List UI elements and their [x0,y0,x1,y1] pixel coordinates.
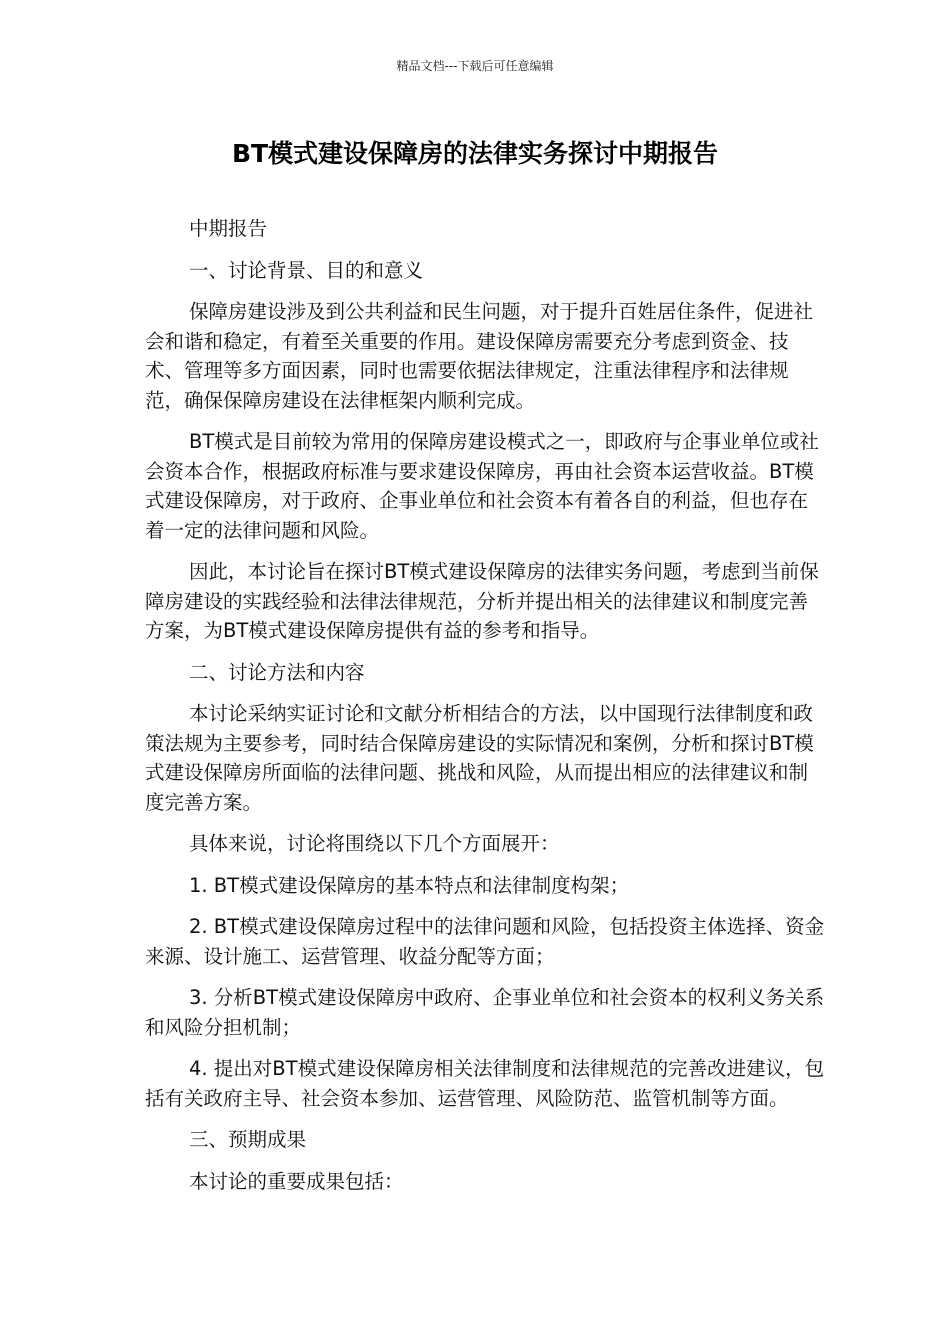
body-paragraph: 本讨论采纳实证讨论和文献分析相结合的方法，以中国现行法律制度和政策法规为主要参考，同时结合保障房建设的实际情况和案例，分析和探讨BT模式建设保障房所面临的法律问题、挑战和风险，从而提出相应的法律建议和制度完善方案。 [145,702,814,814]
document-title: BT模式建设保障房的法律实务探讨中期报告 [231,139,719,168]
list-item: 2. BT模式建设保障房过程中的法律问题和风险，包括投资主体选择、资金来源、设计施工、运营管理、收益分配等方面； [145,915,825,968]
section-heading: 一、讨论背景、目的和意义 [189,258,424,282]
section-label: 中期报告 [189,217,268,240]
body-paragraph: BT模式是目前较为常用的保障房建设模式之一，即政府与企事业单位或社会资本合作，根据政府标准与要求建设保障房，再由社会资本运营收益。BT模式建设保障房，对于政府、企事业单位和社会资本有着各自的利益，但也存在着一定的法律问题和风险。 [145,430,819,542]
body-paragraph: 本讨论的重要成果包括： [189,1169,404,1193]
document-body [145,214,825,1208]
list-item: 3. 分析BT模式建设保障房中政府、企事业单位和社会资本的权利义务关系和风险分担机制； [145,986,825,1039]
section-heading: 三、预期成果 [189,1128,307,1151]
list-item: 4. 提出对BT模式建设保障房相关法律制度和法律规范的完善改进建议，包括有关政府主导、社会资本参加、运营管理、风险防范、监管机制等方面。 [145,1057,825,1110]
header-note: 精品文档---下载后可任意编辑 [396,59,554,73]
body-paragraph: 因此，本讨论旨在探讨BT模式建设保障房的法律实务问题，考虑到当前保障房建设的实践经验和法律法律规范，分析并提出相关的法律建议和制度完善方案，为BT模式建设保障房提供有益的参考和指导。 [145,560,819,642]
body-paragraph: 保障房建设涉及到公共利益和民生问题，对于提升百姓居住条件，促进社会和谐和稳定，有着至关重要的作用。建设保障房需要充分考虑到资金、技术、管理等多方面因素，同时也需要依据法律规定，注重法律程序和法律规范，确保保障房建设在法律框架内顺利完成。 [145,300,814,412]
list-item: 1. BT模式建设保障房的基本特点和法律制度构架； [189,873,630,897]
body-paragraph: 具体来说，讨论将围绕以下几个方面展开： [189,832,560,855]
section-heading: 二、讨论方法和内容 [189,660,365,684]
